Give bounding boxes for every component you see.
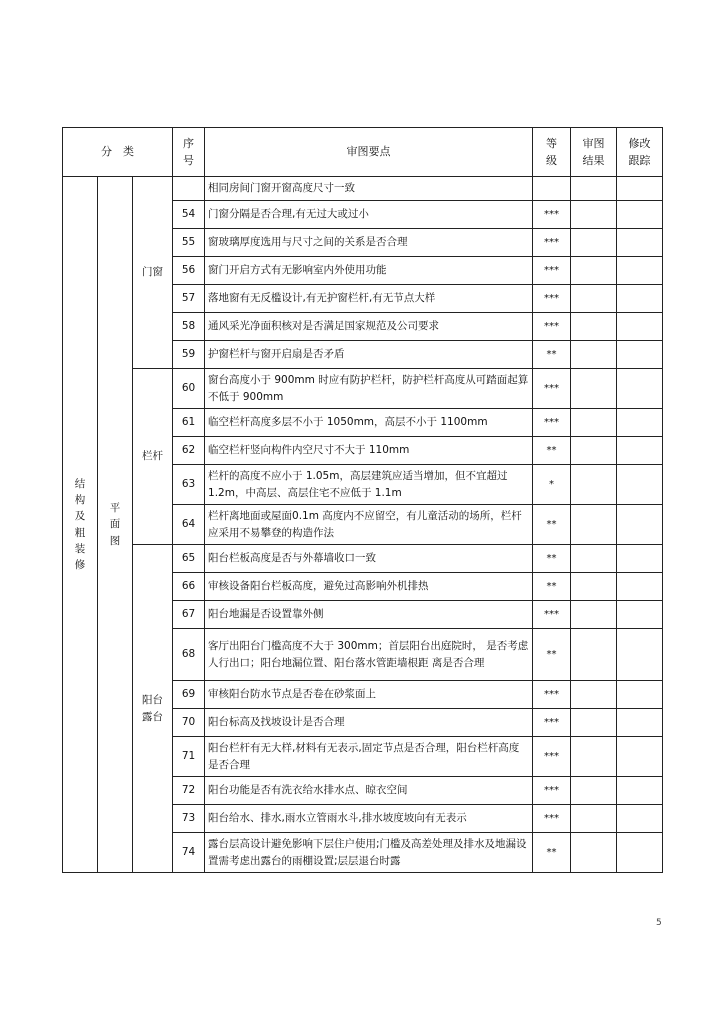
review-point: 阳台功能是否有洗衣给水排水点、晾衣空间 — [205, 777, 533, 805]
revision-tracking-cell — [617, 709, 663, 737]
row-seq: 70 — [173, 709, 205, 737]
review-point: 落地窗有无反槛设计,有无护窗栏杆,有无节点大样 — [205, 285, 533, 313]
revision-tracking-cell — [617, 573, 663, 601]
grade: ** — [533, 833, 571, 873]
header-grade: 等 级 — [533, 128, 571, 177]
review-point: 栏杆离地面或屋面0.1m 高度内不应留空，有儿童活动的场所，栏杆应采用不易攀登的构造作法 — [205, 505, 533, 545]
review-point: 阳台栏杆有无大样,材料有无表示,固定节点是否合理，阳台栏杆高度是否合理 — [205, 737, 533, 777]
revision-tracking-cell — [617, 545, 663, 573]
group-label: 栏杆 — [133, 369, 173, 545]
review-result-cell — [571, 629, 617, 681]
row-seq — [173, 177, 205, 201]
table-row — [63, 369, 663, 409]
row-seq: 71 — [173, 737, 205, 777]
review-result-cell — [571, 601, 617, 629]
review-result-cell — [571, 465, 617, 505]
review-point: 审核设备阳台栏板高度，避免过高影响外机排热 — [205, 573, 533, 601]
review-result-cell — [571, 257, 617, 285]
review-checklist-table — [62, 127, 663, 873]
review-result-cell — [571, 437, 617, 465]
grade: ** — [533, 505, 571, 545]
grade: *** — [533, 313, 571, 341]
review-point: 阳台标高及找坡设计是否合理 — [205, 709, 533, 737]
review-result-cell — [571, 709, 617, 737]
grade: *** — [533, 229, 571, 257]
review-point: 门窗分隔是否合理,有无过大或过小 — [205, 201, 533, 229]
header-seq: 序 号 — [173, 128, 205, 177]
table-row — [63, 545, 663, 573]
row-seq: 60 — [173, 369, 205, 409]
review-point: 相同房间门窗开窗高度尺寸一致 — [205, 177, 533, 201]
review-point: 窗玻璃厚度选用与尺寸之间的关系是否合理 — [205, 229, 533, 257]
row-seq: 59 — [173, 341, 205, 369]
review-point: 临空栏杆高度多层不小于 1050mm，高层不小于 1100mm — [205, 409, 533, 437]
table-row — [63, 177, 663, 201]
revision-tracking-cell — [617, 601, 663, 629]
review-point: 栏杆的高度不应小于 1.05m，高层建筑应适当增加，但不宜超过 1.2m，中高层、高层住宅不应低于 1.1m — [205, 465, 533, 505]
review-result-cell — [571, 229, 617, 257]
revision-tracking-cell — [617, 177, 663, 201]
review-point: 客厅出阳台门槛高度不大于 300mm；首层阳台出庭院时， 是否考虑人行出口；阳台地漏位置、阳台落水管距墙根距 离是否合理 — [205, 629, 533, 681]
row-seq: 64 — [173, 505, 205, 545]
revision-tracking-cell — [617, 229, 663, 257]
row-seq: 61 — [173, 409, 205, 437]
revision-tracking-cell — [617, 285, 663, 313]
revision-tracking-cell — [617, 505, 663, 545]
review-result-cell — [571, 573, 617, 601]
revision-tracking-cell — [617, 341, 663, 369]
grade: *** — [533, 601, 571, 629]
revision-tracking-cell — [617, 629, 663, 681]
review-result-cell — [571, 805, 617, 833]
grade: *** — [533, 681, 571, 709]
grade: ** — [533, 341, 571, 369]
review-result-cell — [571, 833, 617, 873]
row-seq: 56 — [173, 257, 205, 285]
revision-tracking-cell — [617, 201, 663, 229]
row-seq: 73 — [173, 805, 205, 833]
category-level1: 结 构 及 粗 装 修 — [63, 177, 98, 873]
review-result-cell — [571, 285, 617, 313]
grade: *** — [533, 285, 571, 313]
group-label: 门窗 — [133, 177, 173, 369]
review-point: 临空栏杆竖向构件内空尺寸不大于 110mm — [205, 437, 533, 465]
review-result-cell — [571, 737, 617, 777]
grade: *** — [533, 737, 571, 777]
header-revision: 修改 跟踪 — [617, 128, 663, 177]
review-result-cell — [571, 341, 617, 369]
group-label: 阳台 露台 — [133, 545, 173, 873]
grade: ** — [533, 629, 571, 681]
grade: ** — [533, 437, 571, 465]
row-seq: 57 — [173, 285, 205, 313]
grade: *** — [533, 257, 571, 285]
grade: ** — [533, 545, 571, 573]
grade: *** — [533, 777, 571, 805]
review-point: 通风采光净面积核对是否满足国家规范及公司要求 — [205, 313, 533, 341]
review-point: 阳台栏板高度是否与外幕墙收口一致 — [205, 545, 533, 573]
review-result-cell — [571, 545, 617, 573]
table-header-row — [63, 128, 663, 177]
grade: * — [533, 465, 571, 505]
category-level2: 平 面 图 — [98, 177, 133, 873]
row-seq: 67 — [173, 601, 205, 629]
revision-tracking-cell — [617, 437, 663, 465]
row-seq: 63 — [173, 465, 205, 505]
review-result-cell — [571, 313, 617, 341]
row-seq: 55 — [173, 229, 205, 257]
review-point: 审核阳台防水节点是否卷在砂浆面上 — [205, 681, 533, 709]
header-points: 审图要点 — [205, 128, 533, 177]
row-seq: 65 — [173, 545, 205, 573]
row-seq: 66 — [173, 573, 205, 601]
review-point: 露台层高设计避免影响下层住户使用;门槛及高差处理及排水及地漏设置需考虑出露台的雨棚设置;层层退台时露 — [205, 833, 533, 873]
grade — [533, 177, 571, 201]
revision-tracking-cell — [617, 737, 663, 777]
review-point: 窗门开启方式有无影响室内外使用功能 — [205, 257, 533, 285]
page-number: 5 — [656, 918, 662, 928]
revision-tracking-cell — [617, 409, 663, 437]
review-point: 阳台给水、排水,雨水立管雨水斗,排水坡度坡向有无表示 — [205, 805, 533, 833]
row-seq: 62 — [173, 437, 205, 465]
review-result-cell — [571, 369, 617, 409]
review-result-cell — [571, 177, 617, 201]
review-result-cell — [571, 505, 617, 545]
grade: ** — [533, 573, 571, 601]
review-result-cell — [571, 777, 617, 805]
row-seq: 74 — [173, 833, 205, 873]
revision-tracking-cell — [617, 257, 663, 285]
grade: *** — [533, 369, 571, 409]
review-result-cell — [571, 201, 617, 229]
review-point: 窗台高度小于 900mm 时应有防护栏杆，防护栏杆高度从可踏面起算不低于 900mm — [205, 369, 533, 409]
row-seq: 58 — [173, 313, 205, 341]
review-point: 护窗栏杆与窗开启扇是否矛盾 — [205, 341, 533, 369]
revision-tracking-cell — [617, 313, 663, 341]
review-result-cell — [571, 409, 617, 437]
grade: *** — [533, 201, 571, 229]
revision-tracking-cell — [617, 833, 663, 873]
review-point: 阳台地漏是否设置靠外侧 — [205, 601, 533, 629]
revision-tracking-cell — [617, 777, 663, 805]
grade: *** — [533, 709, 571, 737]
row-seq: 69 — [173, 681, 205, 709]
table-body — [63, 177, 663, 873]
revision-tracking-cell — [617, 369, 663, 409]
revision-tracking-cell — [617, 465, 663, 505]
revision-tracking-cell — [617, 681, 663, 709]
row-seq: 72 — [173, 777, 205, 805]
review-result-cell — [571, 681, 617, 709]
grade: *** — [533, 805, 571, 833]
revision-tracking-cell — [617, 805, 663, 833]
header-category: 分 类 — [63, 128, 173, 177]
row-seq: 68 — [173, 629, 205, 681]
row-seq: 54 — [173, 201, 205, 229]
header-result: 审图 结果 — [571, 128, 617, 177]
grade: *** — [533, 409, 571, 437]
